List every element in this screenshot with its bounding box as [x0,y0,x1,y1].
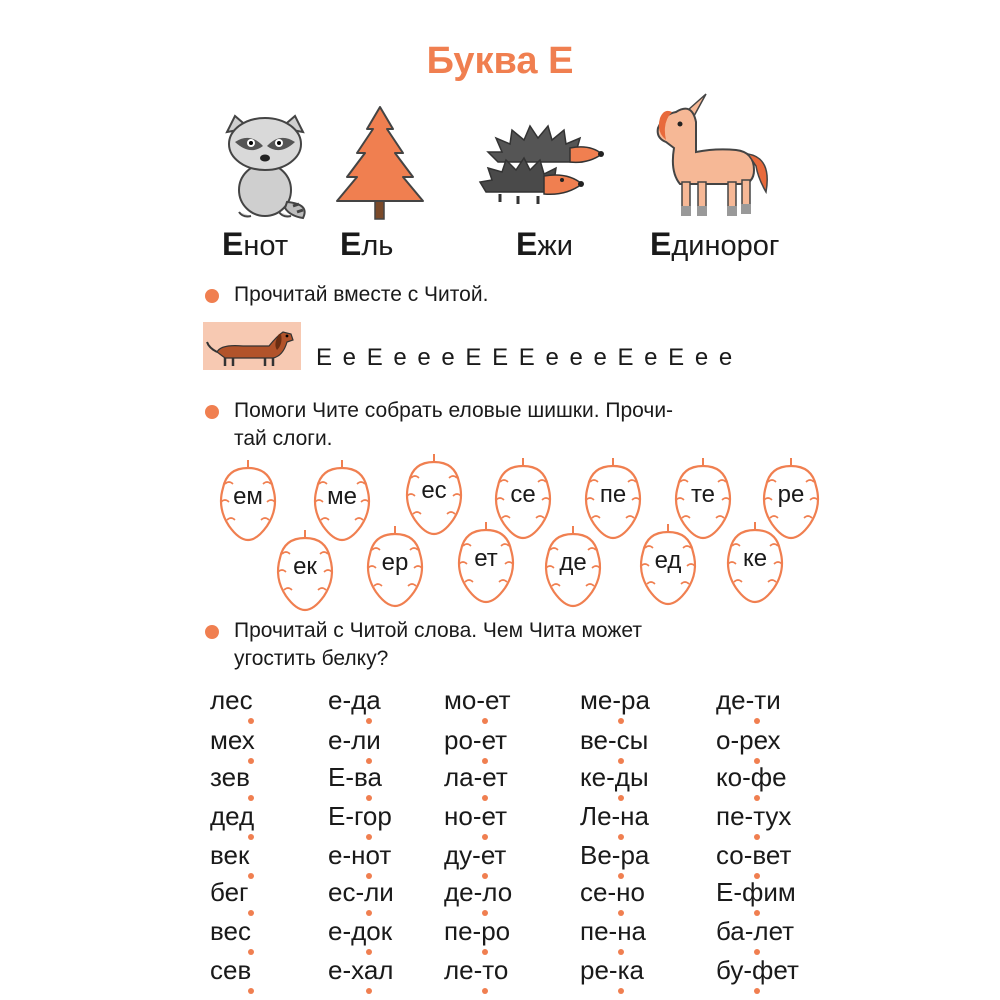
task-2-line-2: тай слоги. [234,427,333,450]
word: Е-ва [328,762,382,792]
pine-cone [272,528,338,612]
pine-cone [362,524,428,608]
page-title: Буква Е [426,40,574,82]
syllable: де [559,549,587,576]
word: зев [210,762,250,792]
word: ле-то [444,955,509,985]
stress-dot-icon [618,988,624,994]
stress-dot-icon [754,718,760,724]
word: Ле-на [580,801,649,831]
word: е-док [328,916,393,946]
word: ко-фе [716,762,787,792]
word: ба-лет [716,916,795,946]
syllable: ек [293,553,317,580]
word: ке-ды [580,762,649,792]
word: е-ли [328,725,381,755]
syllable: ке [742,545,768,572]
caption-fir: Ель [340,226,394,262]
stress-dot-icon [366,988,372,994]
word: пе-тух [716,801,792,831]
word: Ве-ра [580,840,650,870]
dachshund-icon [203,322,301,370]
word: ду-ет [444,840,507,870]
syllable: ес [421,477,447,504]
word: е-да [328,685,381,715]
word: е-хал [328,955,394,985]
word: дед [210,801,255,831]
syllable: ер [381,549,409,576]
word: е-нот [328,840,392,870]
syllable: ед [654,547,682,574]
word: о-рех [716,725,781,755]
task-1-text: Прочитай вместе с Читой. [234,283,489,306]
word: пе-на [580,916,647,946]
caption-hedgehogs: Ежи [516,226,573,262]
caption-unicorn: Единорог [650,226,780,262]
syllable: ре [777,481,805,508]
word: де-ти [716,685,781,715]
word: лес [210,685,253,715]
syllable: се [510,481,536,508]
word: де-ло [444,877,513,907]
stress-dot-icon [248,718,254,724]
word: бег [210,877,249,907]
stress-dot-icon [754,988,760,994]
syllable: пе [599,481,627,508]
stress-dot-icon [248,873,254,879]
pine-cone [635,522,701,606]
bullet-icon [205,289,219,303]
word: ме-ра [580,685,650,715]
word: но-ет [444,801,507,831]
task-3-line-1: Прочитай с Читой слова. Чем Чита может [234,619,643,642]
letters-row: Е е Е е е е Е Е Е е е е Е е Е е е [316,344,735,371]
raccoon-picture [215,112,315,222]
stress-dot-icon [482,988,488,994]
word: ес-ли [328,877,394,907]
word: со-вет [716,840,792,870]
stress-dot-icon [366,718,372,724]
task-2-line-1: Помоги Чите собрать еловые шишки. Прочи- [234,399,674,422]
bullet-icon [205,625,219,639]
word: бу-фет [716,955,799,985]
unicorn-picture [636,92,776,224]
word: Е-гор [328,801,392,831]
fir-tree-picture [335,105,425,223]
word: се-но [580,877,645,907]
syllable: те [690,481,716,508]
word: Е-фим [716,877,796,907]
word: ла-ет [444,762,508,792]
hedgehogs-picture [478,118,608,210]
stress-dot-icon [482,718,488,724]
word: ре-ка [580,955,644,985]
bullet-icon [205,405,219,419]
task-3-line-2: угостить белку? [234,647,389,670]
stress-dot-icon [248,988,254,994]
word: век [210,840,250,870]
word: вес [210,916,251,946]
syllable: ем [233,483,263,510]
pine-cone [540,524,606,608]
pine-cone [722,520,788,604]
stress-dot-icon [618,718,624,724]
word: ро-ет [444,725,508,755]
syllable: ет [474,545,498,572]
word: сев [210,955,252,985]
word: мех [210,725,255,755]
pine-cone [453,520,519,604]
word: ве-сы [580,725,649,755]
syllable: ме [327,483,357,510]
caption-raccoon: Енот [222,226,289,262]
word: пе-ро [444,916,511,946]
word: мо-ет [444,685,511,715]
